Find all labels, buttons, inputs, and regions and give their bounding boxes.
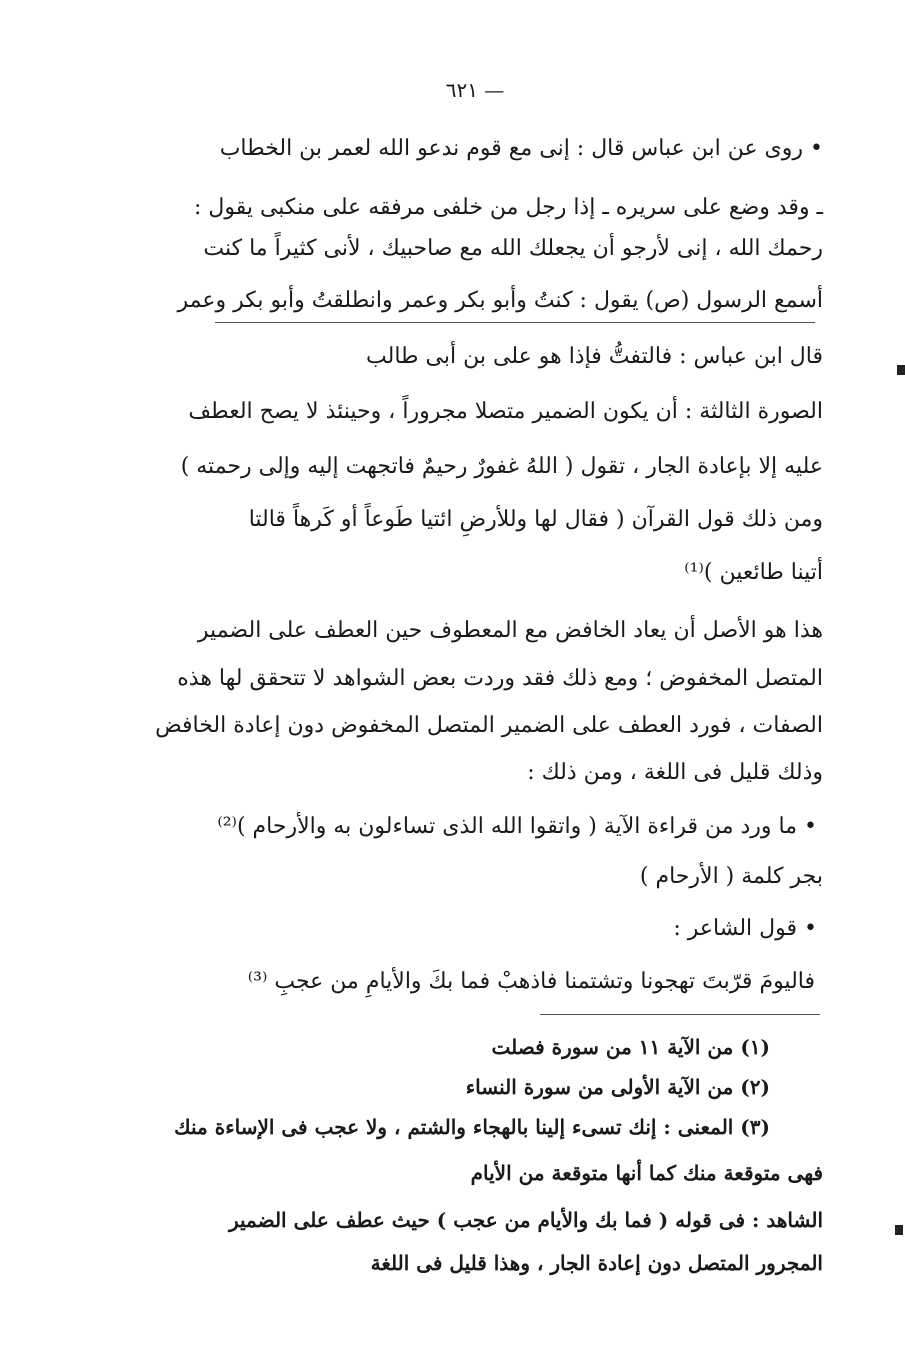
scan-edge-mark <box>895 1225 903 1235</box>
text-line-8: ومن ذلك قول القرآن ( فقال لها وللأرضِ ائتيا طَوعاً أو كَرهاً قالتا <box>248 507 823 532</box>
text-line-10: هذا هو الأصل أن يعاد الخافض مع المعطوف حين العطف على الضمير <box>197 618 823 643</box>
text-line-6: الصورة الثالثة : أن يكون الضمير متصلا مجروراً ، وحينئذ لا يصح العطف <box>188 399 823 424</box>
text-line-1: • روى عن ابن عباس قال : إنى مع قوم ندعو الله لعمر بن الخطاب <box>219 136 823 161</box>
footnote-3-continued: فهى متوقعة منك كما أنها متوقعة من الأيام <box>470 1161 823 1185</box>
footnote-1: (١) من الآية ١١ من سورة فصلت <box>491 1035 770 1059</box>
underline-rule <box>215 322 815 323</box>
scan-edge-mark <box>897 365 905 375</box>
footnote-witness-continued: المجرور المتصل دون إعادة الجار ، وهذا قليل فى اللغة <box>370 1251 823 1275</box>
footnote-2: (٢) من الآية الأولى من سورة النساء <box>465 1075 770 1099</box>
text-line-11: المتصل المخفوض ؛ ومع ذلك فقد وردت بعض الشواهد لا تتحقق لها هذه <box>177 666 823 691</box>
page-number: — ٦٢١ <box>445 78 505 102</box>
footnote-3: (٣) المعنى : إنك تسىء إلينا بالهجاء والشتم ، ولا عجب فى الإساءة منك <box>174 1115 770 1139</box>
text-line-12: الصفات ، فورد العطف على الضمير المتصل المخفوض دون إعادة الخافض <box>155 713 823 738</box>
text-line-14: • ما ورد من قراءة الآية ( واتقوا الله الذى تساءلون به والأرحام )⁽²⁾ <box>217 814 817 839</box>
text-line-9: أتينا طائعين )⁽¹⁾ <box>684 560 823 585</box>
text-line-3: رحمك الله ، إنى لأرجو أن يجعلك الله مع صاحبيك ، لأنى كثيراً ما كنت <box>203 236 823 261</box>
text-line-15: بجر كلمة ( الأرحام ) <box>639 864 823 889</box>
text-line-2: ـ وقد وضع على سريره ـ إذا رجل من خلفى مرفقه على منكبى يقول : <box>193 195 823 220</box>
text-line-5: قال ابن عباس : فالتفتُّ فإذا هو على بن أبى طالب <box>366 344 823 369</box>
footnote-separator <box>540 1014 820 1015</box>
text-line-7: عليه إلا بإعادة الجار ، تقول ( اللهُ غفورٌ رحيمٌ فاتجهت إليه وإلى رحمته ) <box>180 454 823 479</box>
text-line-17: فاليومَ قرّبتَ تهجونا وتشتمنا فاذهبْ فما بكَ والأيامِ من عجبِ ⁽³⁾ <box>247 969 815 994</box>
text-line-16: • قول الشاعر : <box>673 916 817 941</box>
text-line-4: أسمع الرسول (ص) يقول : كنتُ وأبو بكر وعمر وانطلقتُ وأبو بكر وعمر <box>177 288 823 313</box>
footnote-witness: الشاهد : فى قوله ( فما بك والأيام من عجب ) حيث عطف على الضمير <box>228 1208 823 1232</box>
text-line-13: وذلك قليل فى اللغة ، ومن ذلك : <box>527 760 823 785</box>
